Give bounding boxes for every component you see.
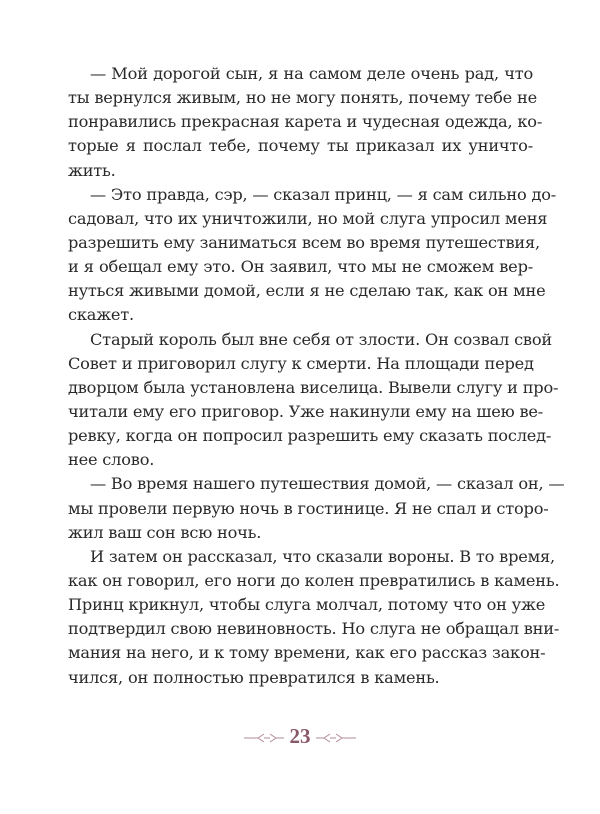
text-line: садовал, что их уничтожили, но мой слуга упросил меня	[68, 208, 548, 228]
text-line: мы провели первую ночь в гостинице. Я не спал и сторо-	[68, 498, 549, 518]
text-line: — Во время нашего путешествия домой, — сказал он, —	[90, 474, 565, 494]
text-line: Совет и приговорил слугу к смерти. На площади перед	[68, 353, 534, 373]
text-line: как он говорил, его ноги до колен превратились в камень.	[68, 570, 560, 590]
page-number: 23	[289, 724, 311, 748]
text-line: нуться живыми домой, если я не сделаю так, как он мне	[68, 281, 546, 301]
text-line: жить.	[68, 160, 116, 180]
text-line: понравились прекрасная карета и чудесная одежда, ко-	[68, 112, 543, 132]
text-line: ревку, когда он попросил разрешить ему сказать послед-	[68, 426, 552, 446]
text-line: И затем он рассказал, что сказали вороны. В то время,	[90, 546, 555, 566]
text-line: разрешить ему заниматься всем во время путешествия,	[68, 232, 540, 252]
text-line: читали ему его приговор. Уже накинули ему на шею ве-	[68, 401, 544, 421]
text-line: — Это правда, сэр, — сказал принц, — я сам сильно до-	[90, 184, 557, 204]
body-text	[68, 62, 565, 690]
right-ornament-icon	[316, 733, 356, 743]
text-line: Принц крикнул, чтобы слуга молчал, потому что он уже	[68, 595, 546, 615]
text-line: подтвердил свою невиновность. Но слуга не обращал вни-	[68, 619, 560, 639]
text-line: чился, он полностью превратился в камень.	[68, 667, 440, 687]
text-line: торые я послал тебе, почему ты приказал их уничто-	[68, 136, 533, 156]
text-line: Старый король был вне себя от злости. Он созвал свой	[90, 329, 552, 349]
text-line: мания на него, и к тому времени, как его рассказ закон-	[68, 643, 546, 663]
text-line: нее слово.	[68, 450, 155, 470]
text-line: скажет.	[68, 305, 135, 325]
text-line: и я обещал ему это. Он заявил, что мы не сможем вер-	[68, 257, 533, 277]
text-line: дворцом была установлена виселица. Вывели слугу и про-	[68, 377, 559, 397]
text-line: жил ваш сон всю ночь.	[68, 522, 262, 542]
text-line: ты вернулся живым, но не могу понять, почему тебе не	[68, 88, 537, 108]
text-line: — Мой дорогой сын, я на самом деле очень рад, что	[90, 64, 533, 83]
page-footer	[0, 724, 600, 749]
left-ornament-icon	[244, 733, 284, 743]
